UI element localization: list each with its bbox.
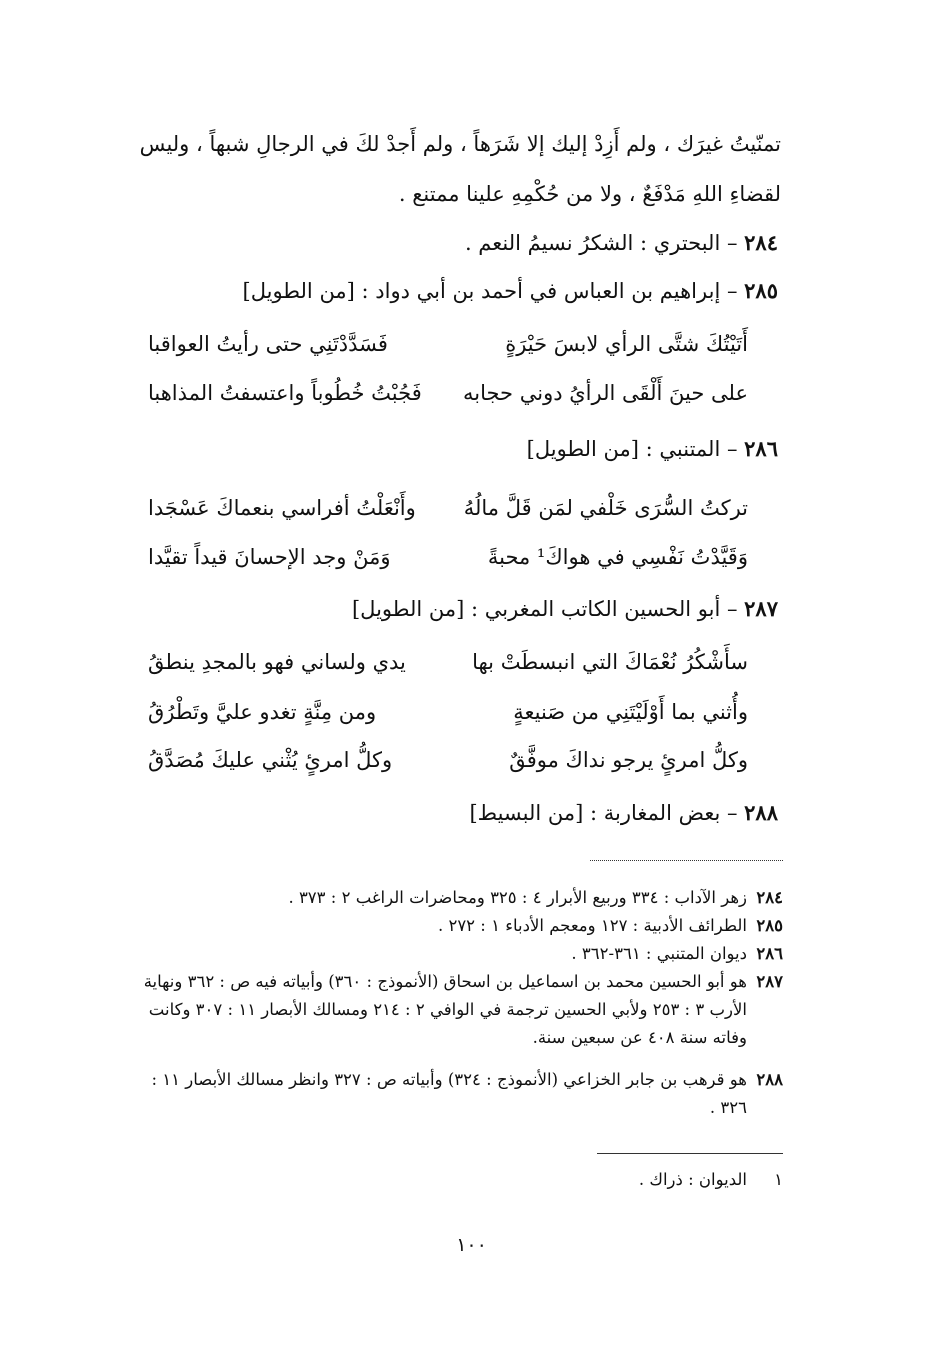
verse-first-hemistich: وأُثني بما أَوْلَيْتَنِي من صَنيعةٍ <box>513 700 748 724</box>
verse-line <box>148 381 748 405</box>
page-number: ١٠٠ <box>456 1234 487 1256</box>
entry-number: ٢٨٥ <box>744 278 778 303</box>
footnote-text: ديوان المتنبي : ٣٦١-٣٦٢ . <box>571 944 747 963</box>
footnote-text: زهر الآداب : ٣٣٤ وربيع الأبرار ٤ : ٣٢٥ ومحاضرات الراغب ٢ : ٣٧٣ . <box>288 888 747 907</box>
entry-heading <box>118 596 778 621</box>
entry-text: – بعض المغاربة : [من البسيط] <box>469 801 738 825</box>
footnote-number: ٢٨٤ <box>756 888 783 907</box>
entry-number: ٢٨٨ <box>744 800 778 825</box>
variant-note-separator <box>597 1153 783 1154</box>
entry-text: – البحتري : الشكرُ نسيمُ النعم . <box>464 231 738 255</box>
footnote <box>118 912 783 940</box>
footnote-number: ٢٨٨ <box>756 1070 783 1089</box>
verse-line <box>148 650 748 674</box>
prose-line: تمنّيتُ غيرَك ، ولم أَزِدْ إليك إلا شَرَهاً ، ولم أَجدْ لكَ في الرجالِ شبهاً ، وليس <box>139 132 781 156</box>
verse-line <box>148 545 748 569</box>
entry-text: – أبو الحسين الكاتب المغربي : [من الطويل] <box>351 597 738 621</box>
verse-second-hemistich: وكلُّ امرئٍ يُثْني عليكَ مُصَدَّقُ <box>148 748 393 772</box>
footnote-text: هو قرهب بن جابر الخزاعي (الأنموذج : ٣٢٤) وأبياته ص : ٣٢٧ وانظر مسالك الأبصار ١١ : ٣٢٦ . <box>151 1070 747 1117</box>
verse-second-hemistich: وَمَنْ وجد الإحسانَ قيداً تقيَّدا <box>148 545 391 569</box>
verse-second-hemistich: وأَنْعَلْتُ أفراسي بنعماكَ عَسْجَدا <box>148 496 416 520</box>
verse-line <box>148 496 748 520</box>
footnote-text: الطرائف الأدبية : ١٢٧ ومعجم الأدباء ١ : ٢٧٢ . <box>437 916 747 935</box>
verse-second-hemistich: يدي ولساني فهو بالمجدِ ينطقُ <box>148 650 406 674</box>
footnote-number: ٢٨٥ <box>756 916 783 935</box>
footnote-number: ٢٨٧ <box>756 972 783 991</box>
verse-first-hemistich: وكلُّ امرئٍ يرجو نداكَ موفَّقٌ <box>509 748 748 772</box>
footnote-text: هو أبو الحسين محمد بن اسماعيل بن اسحاق (الأنموذج : ٣٦٠) وأبياته فيه ص : ٣٦٢ ونهاية الأرب ٣ : ٢٥٣ ولأبي الحسين ترجمة في الوافي ٢ : ٢١٤ ومسالك الأبصار ١١ : ٣٠٧ وكانت وفاته سنة ٤٠٨ عن سبعين سنة. <box>143 972 747 1047</box>
verse-second-hemistich: فَجُبْتُ خُطُوباً واعتسفتُ المذاهبا <box>148 381 422 405</box>
verse-line <box>148 748 748 772</box>
entry-text: – المتنبي : [من الطويل] <box>526 437 738 461</box>
verse-second-hemistich: فَسَدَّدْتَنِي حتى رأيتُ العواقبا <box>148 332 388 356</box>
verse-first-hemistich: على حينَ أَلْقَى الرأيُ دوني حجابه <box>463 381 748 405</box>
variant-note-number: ١ <box>774 1170 783 1189</box>
verse-first-hemistich: وَقَيَّدْتُ نَفْسِي في هواكَ¹ محبةً <box>487 545 748 569</box>
verse-first-hemistich: سأَشْكُرُ نُعْمَاكَ التي انبسطَتْ بها <box>472 650 748 674</box>
entry-heading <box>118 278 778 303</box>
footnote-separator <box>590 860 783 861</box>
verse-line <box>148 700 748 724</box>
entry-number: ٢٨٤ <box>744 230 778 255</box>
verse-second-hemistich: ومن مِنَّةٍ تغدو عليَّ وتَطْرُقُ <box>148 700 377 724</box>
footnote <box>118 940 783 968</box>
verse-first-hemistich: أَتَيْتُكَ شتَّى الرأي لابسَ حَيْرَةٍ <box>505 332 748 356</box>
entry-text: – إبراهيم بن العباس في أحمد بن أبي دواد : [من الطويل] <box>242 279 738 303</box>
verse-first-hemistich: تركتُ السُّرَى خَلْفي لمَن قَلَّ مالُهُ <box>463 496 748 520</box>
footnote <box>118 1066 783 1122</box>
prose-line: لقضاءِ اللهِ مَدْفَعٌ ، ولا من حُكْمِهِ علينا ممتنع . <box>398 182 781 206</box>
footnote-number: ٢٨٦ <box>756 944 783 963</box>
entry-number: ٢٨٧ <box>744 596 778 621</box>
variant-note-text: الديوان : ذراك . <box>638 1170 747 1189</box>
verse-line <box>148 332 748 356</box>
entry-heading <box>118 800 778 825</box>
footnote <box>118 884 783 912</box>
entry-heading <box>118 230 778 255</box>
entry-heading <box>118 436 778 461</box>
entry-number: ٢٨٦ <box>744 436 778 461</box>
footnote <box>118 968 783 1052</box>
variant-note <box>118 1166 783 1194</box>
